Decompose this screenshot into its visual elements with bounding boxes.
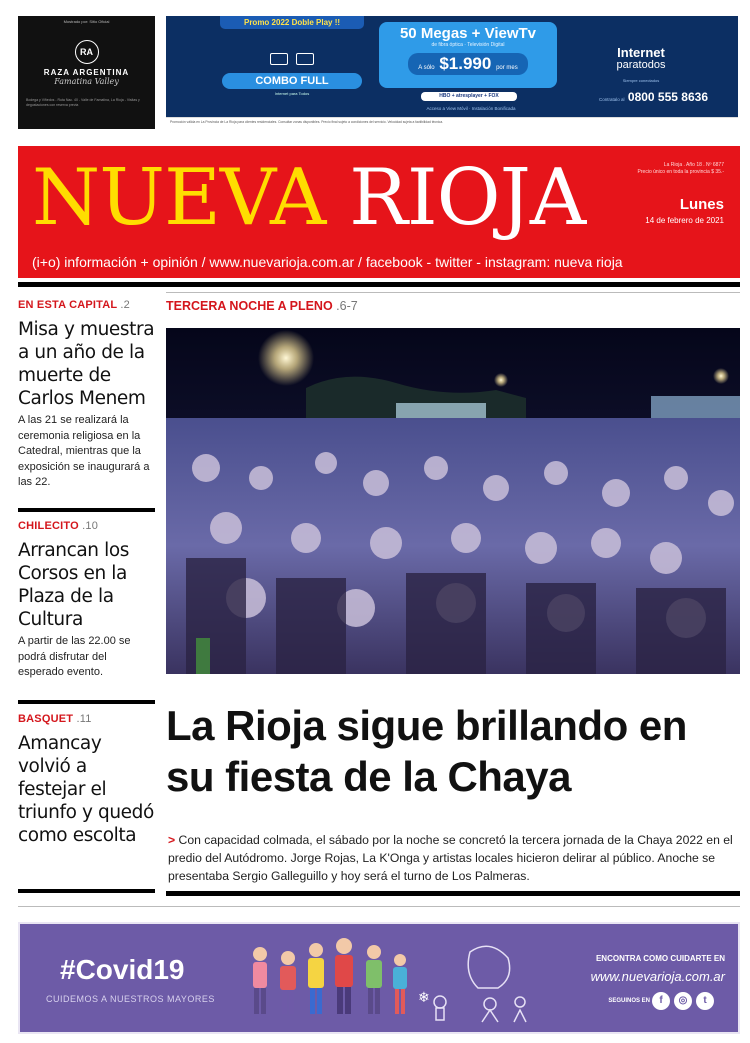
main-top-rule	[166, 292, 740, 293]
price-prefix: A sólo	[418, 65, 435, 71]
price-suffix: por mes	[496, 65, 518, 71]
phone-number	[578, 90, 708, 104]
main-kicker-page: .6-7	[336, 299, 358, 313]
tv-icon	[270, 53, 288, 65]
sidebar-rule	[18, 508, 155, 512]
masthead-tagline: (i+o) información + opinión / www.nuevarioja.com.ar / facebook - twitter - instagram: nueva rioja	[32, 254, 623, 270]
main-deck	[168, 831, 740, 885]
kicker-section: CHILECITO	[18, 520, 79, 532]
edition-info	[594, 162, 724, 176]
story-title[interactable]: Misa y muestra a un año de la muerte de Carlos Menem	[18, 319, 155, 409]
brand-sub: Siempre conectados	[622, 78, 660, 83]
megas-title: 50 Megas + ViewTv	[399, 25, 537, 42]
raza-logo-icon: RA	[75, 40, 99, 64]
svg-text:❄: ❄	[418, 990, 430, 1006]
main-headline[interactable]: La Rioja sigue brillando en su fiesta de la Chaya	[166, 702, 687, 800]
brand-line2: paratodos	[616, 59, 666, 71]
story-kicker	[18, 520, 155, 532]
main-photo-crowd[interactable]	[166, 328, 740, 674]
brand-line1: Internet	[617, 45, 665, 60]
covid-care-text: CUIDEMOS A NUESTROS MAYORES	[46, 994, 215, 1004]
instagram-icon[interactable]: ◎	[674, 992, 692, 1010]
laptop-icon	[296, 53, 314, 65]
extras-note: Acceso a View Móvil · Instalación Bonificada	[426, 106, 516, 111]
edition-price: Precio único en toda la provincia $ 35.-	[637, 169, 724, 175]
kicker-page: .10	[82, 520, 99, 532]
twitter-icon[interactable]: t	[696, 992, 714, 1010]
sidebar-story-capital[interactable]	[18, 299, 155, 491]
masthead-rule	[18, 282, 740, 287]
price-pill	[408, 53, 528, 75]
raza-fine-print: Bodega y Viñedos - Ruta Nac. 40 - Valle de Famatina, La Rioja - Visitas y degustaciones con reserva previa	[26, 98, 140, 107]
deck-arrow-icon: >	[168, 833, 176, 847]
story-summary: A partir de las 22.00 se podrá disfrutar del esperado evento.	[18, 635, 131, 678]
sidebar-rule	[18, 700, 155, 704]
combo-full	[222, 52, 362, 96]
masthead	[18, 146, 740, 278]
story-title[interactable]: Amancay volvió a festejar el triunfo y quedó como escolta	[18, 733, 154, 846]
edition-number: La Rioja . Año 18 . Nº 6877	[663, 162, 724, 168]
ad-legal-text: Promoción válida en La Provincia de La Rioja para clientes residenciales. Consultar zonas disponibles. Precio final sujeto a condiciones del servicio. Velocidad sujeta a factibilidad técnica.	[166, 117, 738, 129]
crowd-photo-illustration	[166, 328, 740, 674]
newspaper-name	[32, 148, 585, 248]
price-value: $1.990	[439, 54, 492, 73]
deck-text: Con capacidad colmada, el sábado por la noche se concretó la tercera jornada de la Chaya 2022 en el predio del Autódromo. Jorge Rojas, La K'Onga y artistas locales hicieron delirar al público. Anoche se presentaba Sergio Galleguillo y hoy será el turno de Los Palmeras.	[168, 833, 733, 883]
internet-brand	[586, 46, 696, 87]
internet-paratodos-ad[interactable]	[166, 16, 738, 129]
covid-site-link[interactable]: www.nuevarioja.com.ar	[590, 969, 725, 984]
section-divider	[18, 906, 740, 907]
sidebar-story-chilecito[interactable]	[18, 520, 155, 681]
main-bottom-rule	[166, 891, 740, 896]
kicker-section: EN ESTA CAPITAL	[18, 299, 118, 311]
megas-sub: de fibra óptica · Televisión Digital	[431, 42, 505, 48]
name-part1: NUEVA	[32, 153, 326, 243]
story-kicker	[18, 299, 155, 311]
phone-value: 0800 555 8636	[627, 90, 708, 104]
kicker-page: .2	[120, 299, 130, 311]
raza-argentina-ad[interactable]	[18, 16, 155, 129]
facebook-icon[interactable]: f	[652, 992, 670, 1010]
covid-find-text: ENCONTRA COMO CUIDARTE EN	[595, 954, 725, 963]
main-kicker-section: TERCERA NOCHE A PLENO	[166, 299, 333, 313]
raza-subtitle: Famatina Valley	[54, 77, 119, 86]
raza-brand: RAZA ARGENTINA	[43, 68, 130, 77]
story-summary: A las 21 se realizará la ceremonia religiosa en la Catedral, mientras que la exposición se inaugurará a las 22.	[18, 414, 150, 488]
sidebar-rule	[18, 889, 155, 893]
promo-badge: Promo 2022 Doble Play !!	[220, 16, 364, 29]
combo-sub: Internet para Todos	[274, 91, 310, 96]
story-title[interactable]: Arrancan los Corsos en la Plaza de la Cultura	[18, 540, 130, 630]
covid-follow-text: SEGUINOS EN	[608, 998, 650, 1004]
issue-date: 14 de febrero de 2021	[645, 216, 724, 225]
name-part2: RIOJA	[349, 153, 586, 243]
ad-top-note: Mostrado por: Sitio Oficial	[63, 19, 110, 24]
issue-day: Lunes	[679, 196, 724, 213]
covid-hashtag: #Covid19	[60, 954, 185, 985]
family-illustration-icon	[240, 932, 530, 1028]
combo-label: COMBO FULL	[222, 73, 362, 89]
streaming-logos: HBO + atresplayer + FOX	[421, 92, 517, 101]
kicker-page: .11	[76, 713, 92, 725]
main-kicker	[166, 299, 358, 313]
phone-label: Contratalo al	[599, 97, 625, 102]
sidebar-story-basquet[interactable]	[18, 713, 155, 847]
kicker-section: BASQUET	[18, 713, 74, 725]
megas-offer	[379, 22, 557, 88]
story-kicker	[18, 713, 155, 725]
covid19-banner[interactable]	[18, 922, 740, 1034]
